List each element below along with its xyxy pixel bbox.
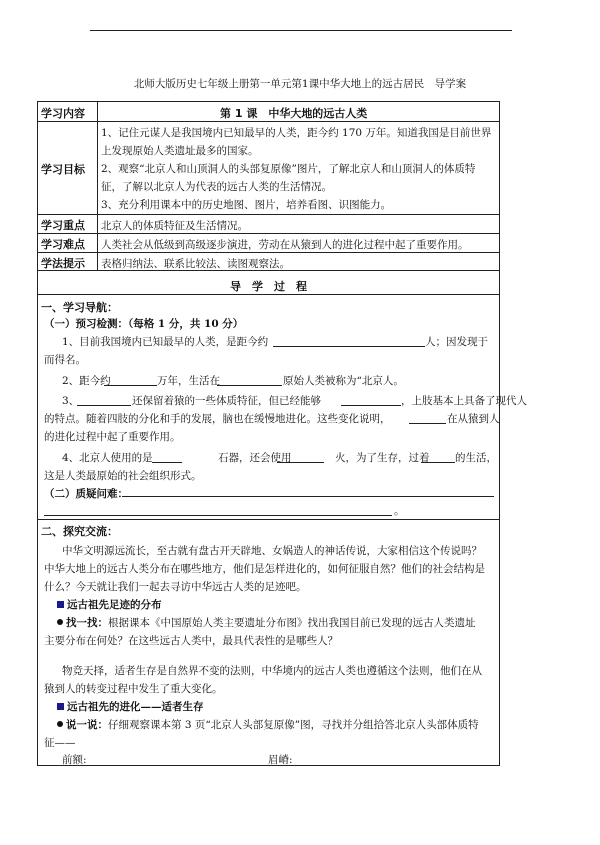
q2-part-b: 万年，生活在 [157, 375, 220, 387]
goal-line: 上发现原始人类遗址最多的国家。 [101, 145, 259, 157]
q4-part-d: 的生活， [455, 452, 497, 464]
q4-blank-1[interactable] [152, 462, 182, 463]
q3-blank-2[interactable] [341, 405, 401, 406]
focus-text: 北京人的体质特征及生活情况。 [101, 220, 248, 232]
q1-part-a: 1、目前我国境内已知最早的人类，是距今约 [62, 336, 269, 348]
row-label-goals: 学习目标 [41, 163, 85, 176]
goal-line: 征，了解以北京人为代表的远古人类的生活情况。 [101, 181, 332, 193]
row-label-difficulty: 学习难点 [41, 238, 85, 251]
process-heading: 导 学 过 程 [230, 280, 307, 293]
question-line-1[interactable] [122, 496, 494, 497]
section1-title: 一、学习导航： [41, 301, 118, 314]
section1-sub2: （二）质疑问难： [44, 488, 128, 500]
q3-part-b: 还保留着猿的一些体质特征，但已经能够 [132, 395, 321, 407]
question-end: 。 [394, 505, 405, 517]
intro-line: 中华大地上的远古人类分布在哪些地方，他们是怎样进化的，如何征服自然？他们的社会结构是 [44, 563, 485, 575]
intro-line: 什么？今天就让我们一起去寻访中华远古人类的足迹吧。 [44, 581, 307, 593]
section2-title: 二、探究交流： [41, 525, 118, 538]
goal-line: 1、记住元谋人是我国境内已知最早的人类，距今约 170 万年。知道我国是目前世界 [101, 127, 492, 139]
q4-part-a: 4、北京人使用的是 [62, 452, 153, 464]
transition-line: 物竞天择，适者生存是自然界不变的法则，中华境内的远古人类也遵循这个法则，他们在从 [62, 665, 482, 677]
q3-part-d: 的特点。随着四肢的分化和手的发展，脑也在缓慢地进化。这些变化说明， [44, 413, 391, 425]
row-label-focus: 学习重点 [41, 219, 85, 232]
q2-blank-2[interactable] [217, 385, 282, 386]
goal-line: 3、充分利用课本中的历史地图、图片，培养看图、识图能力。 [101, 199, 392, 211]
q4-blank-3[interactable] [421, 462, 455, 463]
q4-part-c: 火，为了生存，过着 [335, 452, 430, 464]
q2-part-c: 原始人类被称为“北京人。 [283, 375, 404, 387]
square-bullet-icon [57, 601, 64, 608]
q3-part-a: 3、 [62, 395, 80, 407]
q4-part-e: 这是人类最原始的社会组织形式。 [44, 470, 202, 482]
say-line-2: 征—— [44, 737, 76, 749]
q3-part-e: 在从猿到人 [447, 413, 500, 425]
lesson-title: 第 1 课 中华大地的远古人类 [220, 107, 368, 120]
document-title: 北师大版历史七年级上册第一单元第1课中华大地上的远古居民 导学案 [133, 78, 467, 90]
difficulty-text: 人类社会从低级到高级逐步演进，劳动在从猿到人的进化过程中起了重要作用。 [101, 239, 469, 251]
square-bullet-icon [57, 703, 64, 710]
method-text: 表格归纳法、联系比较法、读图观察法。 [101, 258, 290, 270]
topic-1: 远古祖先足迹的分布 [57, 597, 162, 612]
brow-label: 眉嵴: [268, 754, 293, 766]
process-rule [37, 294, 500, 295]
find-line: 找一找：根据课本《中国原始人类主要遗址分布图》找出我国目前已发现的远古人类遗址 [57, 615, 476, 630]
q2-blank-1[interactable] [104, 385, 157, 386]
section1-sub1: （一）预习检测：（每格 1 分，共 10 分） [44, 318, 244, 330]
q1-part-b: 人；因发现于 [425, 336, 488, 348]
intro-line: 中华文明源远流长，至古就有盘古开天辟地、女娲造人的神话传说，大家相信这个传说吗？ [62, 545, 482, 557]
table-divider [97, 101, 98, 271]
section-rule [37, 519, 500, 520]
bullet-icon [57, 619, 63, 625]
q4-part-b: 石器，还会使用 [218, 452, 292, 464]
table-row-rule [37, 233, 500, 234]
forehead-label: 前额: [62, 754, 87, 766]
q3-part-c: ，上肢基本上具备了现代人 [401, 395, 527, 407]
q1-blank[interactable] [273, 346, 425, 347]
transition-line: 猿到人的转变过程中发生了重大变化。 [44, 683, 223, 695]
goal-line: 2、观察“北京人和山顶洞人的头部复原像”图片，了解北京人和山顶洞人的体质特 [101, 163, 476, 175]
q1-part-c: 而得名。 [44, 354, 86, 366]
row-label-content: 学习内容 [41, 107, 85, 120]
table-row-rule [37, 121, 500, 122]
topic-2: 远古祖先的进化——适者生存 [57, 699, 204, 714]
q4-blank-2[interactable] [277, 462, 324, 463]
find-line-2: 主要分布在何处？在这些远古人类中，最具代表性的是哪些人？ [44, 635, 338, 647]
row-label-method: 学法提示 [41, 257, 85, 270]
q2-part-a: 2、距今约 [62, 375, 111, 387]
say-line: 说一说：仔细观察课本第 3 页“北京人头部复原像”图，寻找并分组拾答北京人头部体质特 [57, 717, 479, 732]
table-row-rule [37, 214, 500, 215]
bullet-icon [57, 721, 63, 727]
q3-blank-3[interactable] [409, 423, 446, 424]
q3-part-f: 的进化过程中起了重要作用。 [44, 431, 181, 443]
table-row-rule [37, 252, 500, 253]
question-line-2[interactable] [44, 515, 392, 516]
header-rule [90, 30, 512, 31]
q3-blank-1[interactable] [77, 405, 131, 406]
